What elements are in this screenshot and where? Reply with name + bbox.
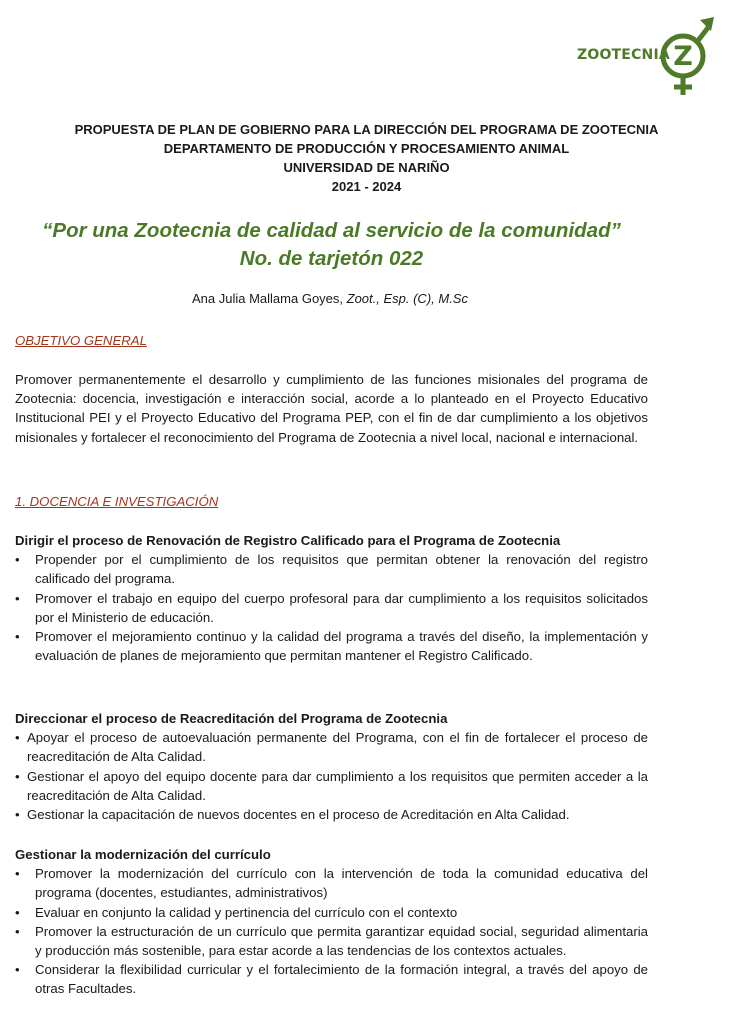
header-line-2: DEPARTAMENTO DE PRODUCCIÓN Y PROCESAMIENTO ANIMAL — [163, 141, 570, 156]
bullet-list — [15, 728, 648, 824]
author-line — [0, 291, 660, 306]
bullet-icon: • — [15, 629, 20, 645]
group-reacreditacion — [15, 709, 648, 824]
bullet-icon: • — [15, 768, 20, 784]
slogan-line-2: No. de tarjetón 022 — [239, 247, 424, 270]
author-name: Ana Julia Mallama Goyes, — [192, 291, 347, 306]
zootecnia-logo — [577, 14, 717, 98]
header-line-3: UNIVERSIDAD DE NARIÑO — [283, 160, 450, 175]
bullet-icon: • — [15, 807, 20, 823]
bullet-icon: • — [15, 552, 20, 568]
group-registro-calificado — [15, 531, 648, 665]
slogan-line-1: “Por una Zootecnia de calidad al servicio de la comunidad” — [42, 219, 621, 242]
bullet-icon: • — [15, 590, 20, 606]
group-modernizacion-curriculo — [15, 845, 648, 999]
logo-text: ZOOTECNIA — [577, 47, 670, 63]
list-item: • Promover el mejoramiento continuo y la calidad del programa a través del diseño, la implementación y evaluación de planes de mejoramiento que permitan mantener el Registro Calificado. — [15, 629, 648, 664]
objetivo-title: OBJETIVO GENERAL — [15, 333, 147, 348]
group-heading: Direccionar el proceso de Reacreditación del Programa de Zootecnia — [15, 711, 448, 726]
list-item: • Gestionar el apoyo del equipo docente para dar cumplimiento a los requisitos que permiten acceder a la reacreditación de Alta Calidad. — [15, 768, 648, 803]
objetivo-paragraph: Promover permanentemente el desarrollo y cumplimiento de las funciones misionales del programa de Zootecnia: docencia, investigación e interacción social, acorde a lo planteado en el Proyecto Educativo Institucional PEI y el Proyecto Educativo del Programa PEP, con el fin de dar cumplimiento a los objetivos misionales y fortalecer el reconocimiento del Programa de Zootecnia a nivel local, nacional e internacional. — [15, 372, 648, 445]
header-line-1: PROPUESTA DE PLAN DE GOBIERNO PARA LA DIRECCIÓN DEL PROGRAMA DE ZOOTECNIA — [74, 122, 659, 137]
bullet-list — [15, 864, 648, 998]
bullet-icon: • — [15, 962, 20, 978]
bullet-list — [15, 550, 648, 665]
list-item: • Evaluar en conjunto la calidad y pertinencia del currículo con el contexto — [15, 903, 648, 922]
bullet-icon: • — [15, 866, 20, 882]
gender-symbol-icon — [651, 14, 717, 98]
list-item: • Promover el trabajo en equipo del cuerpo profesoral para dar cumplimiento a los requisitos solicitados por el Ministerio de educación. — [15, 590, 648, 625]
author-title: Zoot., Esp. (C), M.Sc — [346, 291, 468, 306]
section-objetivo-title — [15, 331, 648, 350]
list-item: • Considerar la flexibilidad curricular y el fortalecimiento de la formación integral, a través del apoyo de otras Facultades. — [15, 962, 648, 997]
docencia-title: 1. DOCENCIA E INVESTIGACIÓN — [15, 494, 219, 509]
list-item: • Promover la estructuración de un currículo que permita garantizar equidad social, seguridad alimentaria y producción más sostenible, para estar acorde a las tendencias de los contextos actuales. — [15, 923, 648, 959]
list-item: • Apoyar el proceso de autoevaluación permanente del Programa, con el fin de fortalecer el proceso de reacreditación de Alta Calidad. — [15, 730, 648, 765]
logo-letter: Z — [673, 41, 693, 72]
group-heading: Gestionar la modernización del currículo — [15, 847, 271, 862]
bullet-icon: • — [15, 730, 20, 746]
bullet-icon: • — [15, 923, 20, 939]
list-item: • Gestionar la capacitación de nuevos docentes en el proceso de Acreditación en Alta Calidad. — [15, 805, 648, 824]
document-header — [0, 120, 733, 196]
header-line-4: 2021 - 2024 — [331, 179, 402, 194]
section-docencia-title — [15, 492, 648, 511]
list-item: • Promover la modernización del currículo con la intervención de toda la comunidad educativa del programa (docentes, estudiantes, administrativos) — [15, 866, 648, 901]
slogan — [0, 217, 663, 273]
bullet-icon: • — [15, 904, 20, 920]
list-item: • Propender por el cumplimiento de los requisitos que permitan obtener la renovación del registro calificado del programa. — [15, 552, 648, 587]
group-heading: Dirigir el proceso de Renovación de Registro Calificado para el Programa de Zootecnia — [15, 533, 561, 548]
